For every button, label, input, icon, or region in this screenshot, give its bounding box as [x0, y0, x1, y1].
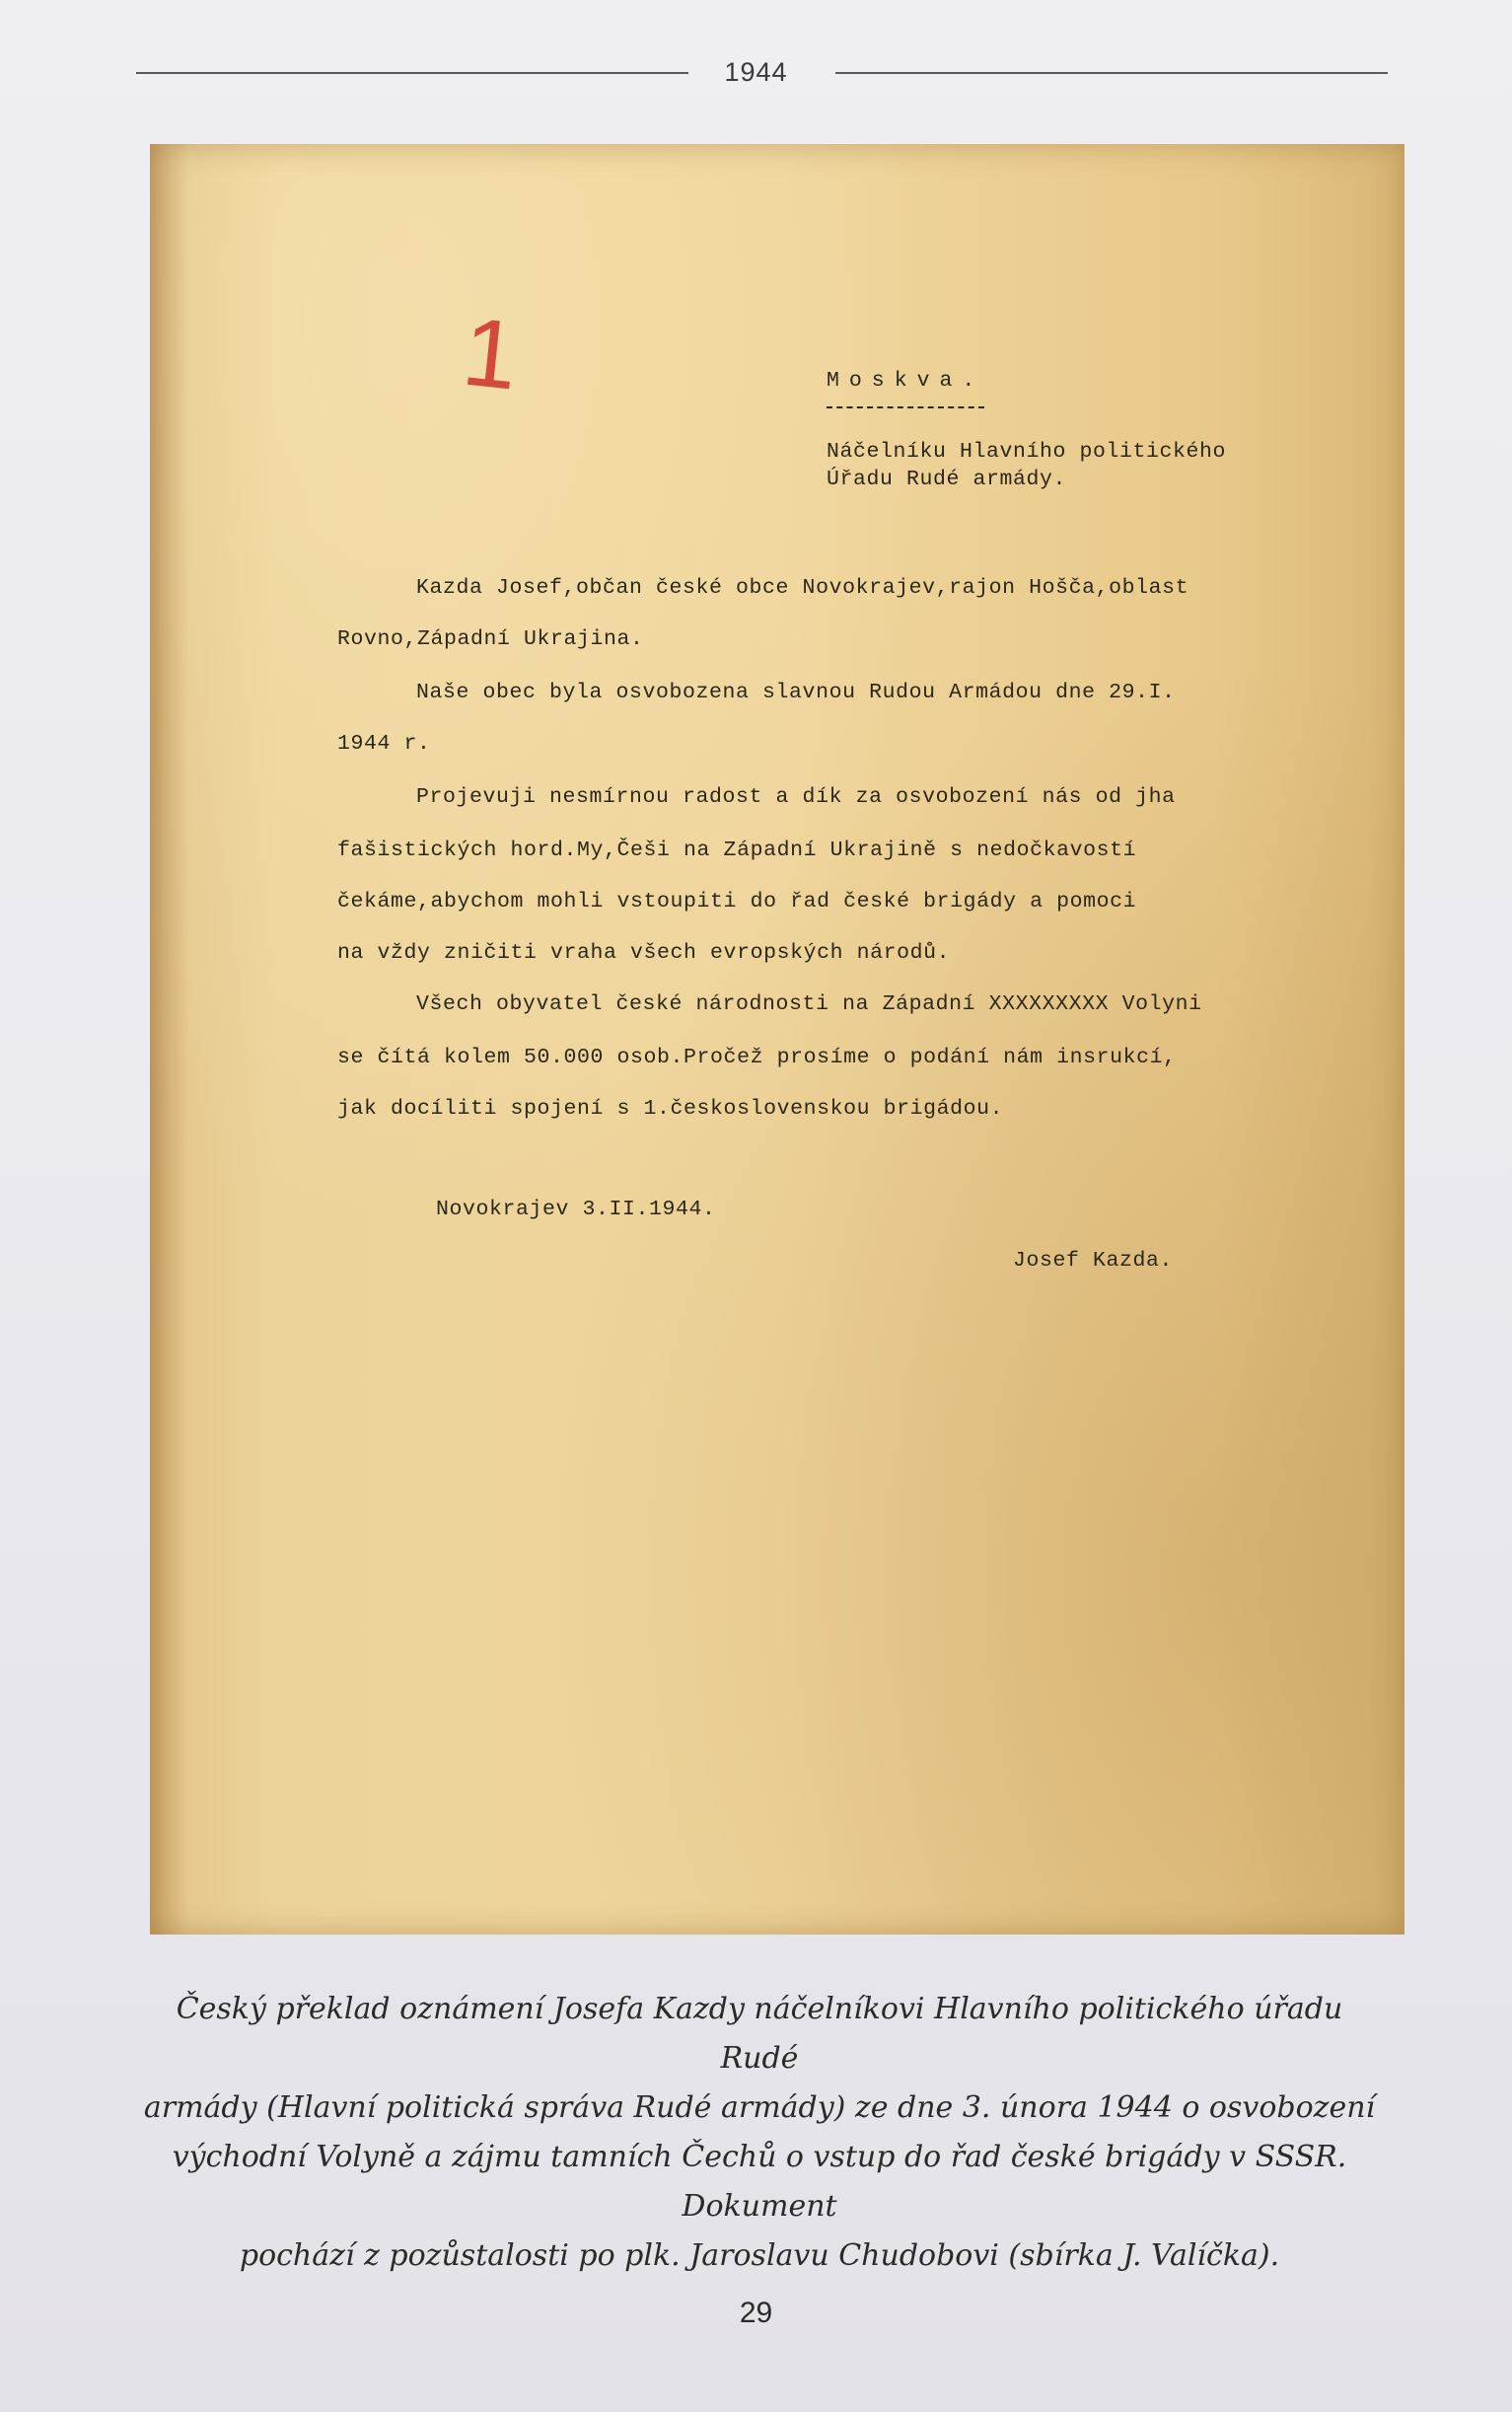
red-handwritten-number: 1 [458, 296, 524, 410]
caption-line: pochází z pozůstalosti po plk. Jaroslavu Chudobovi (sbírka J. Valíčka). [239, 2238, 1280, 2273]
body-line: Kazda Josef,občan české obce Novokrajev,rajon Hošča,oblast [416, 576, 1189, 600]
header-rule-right [835, 72, 1388, 74]
body-line: Všech obyvatel české národnosti na Západní XXXXXXXXX Volyni [416, 992, 1202, 1016]
place-date: Novokrajev 3.II.1944. [436, 1198, 716, 1221]
body-line: fašistických hord.My,Češi na Západní Ukrajině s nedočkavostí [337, 839, 1137, 862]
addressee-line: Úřadu Rudé armády. [827, 468, 1067, 491]
signature: Josef Kazda. [1013, 1249, 1174, 1273]
body-line: Rovno,Západní Ukrajina. [337, 627, 644, 651]
city-underline [827, 406, 984, 408]
caption-line: Český překlad oznámení Josefa Kazdy náčelníkovi Hlavního politického úřadu Rudé [176, 1992, 1343, 2076]
typewritten-letter [150, 144, 1404, 1935]
body-line: čekáme,abychom mohli vstoupiti do řad české brigády a pomoci [337, 890, 1137, 914]
document-photo [150, 144, 1404, 1935]
addressee-city: Moskva. [827, 369, 985, 393]
caption-line: armády (Hlavní politická správa Rudé armády) ze dne 3. února 1944 o osvobození [143, 2090, 1376, 2125]
paper-shadow [150, 144, 189, 1935]
body-line: jak docíliti spojení s 1.československou brigádou. [337, 1097, 1004, 1121]
photo-caption [138, 1985, 1381, 2281]
body-line: na vždy zničiti vraha všech evropských národů. [337, 941, 951, 965]
caption-line: východní Volyně a zájmu tamních Čechů o vstup do řad české brigády v SSSR. Dokument [172, 2140, 1347, 2224]
page-number: 29 [739, 2297, 773, 2329]
body-line: se čítá kolem 50.000 osob.Pročež prosíme o podání nám insrukcí, [337, 1046, 1177, 1069]
running-header-year: 1944 [724, 57, 788, 87]
body-line: Projevuji nesmírnou radost a dík za osvobození nás od jha [416, 785, 1176, 809]
body-line: 1944 r. [337, 732, 431, 756]
addressee-line: Náčelníku Hlavního politického [827, 440, 1227, 464]
body-line: Naše obec byla osvobozena slavnou Rudou Armádou dne 29.I. [416, 681, 1176, 704]
